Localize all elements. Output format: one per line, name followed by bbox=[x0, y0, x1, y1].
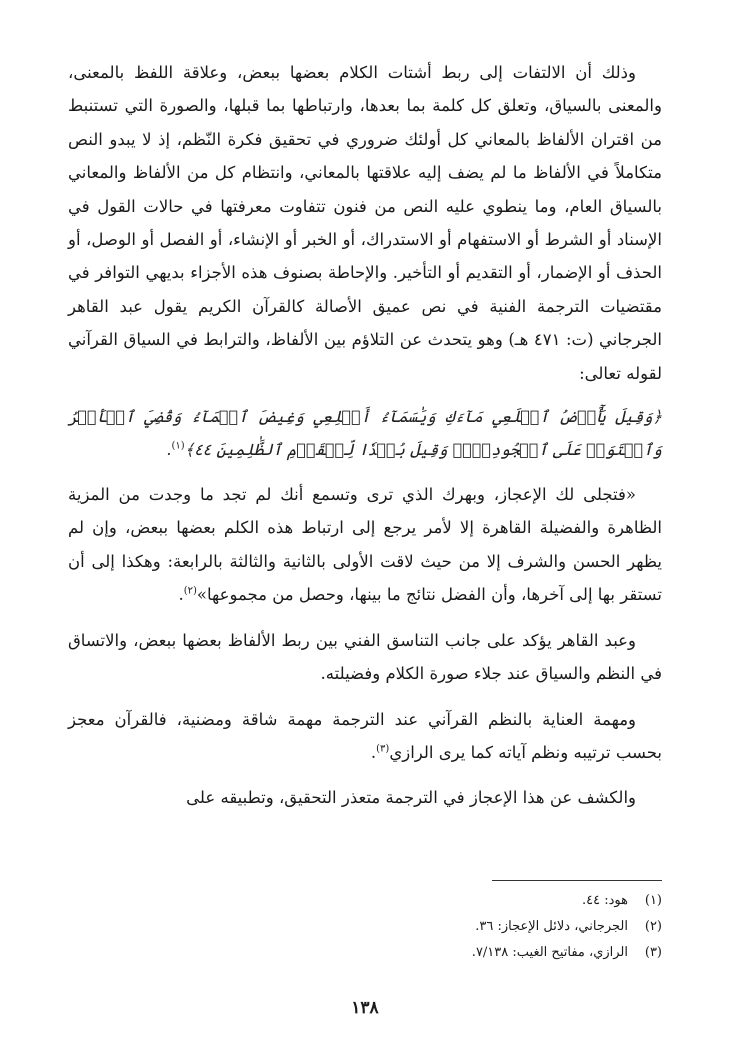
footnote-3 bbox=[68, 940, 662, 966]
paragraph-3: وعبد القاهر يؤكد على جانب التناسق الفني بين ربط الألفاظ بعضها ببعض، والاتساق في النظم والسياق عند جلاء صورة الكلام وفضيلته. bbox=[68, 630, 662, 684]
footnote-number: (٣) bbox=[644, 945, 662, 960]
page-number: ١٣٨ bbox=[351, 998, 379, 1018]
footnote-number: (٢) bbox=[644, 919, 662, 934]
footnote-number: (١) bbox=[644, 893, 662, 908]
footnote-ref-2: (٢) bbox=[183, 585, 197, 597]
paragraph-quote: «فتجلى لك الإعجاز، وبهرك الذي ترى وتسمع أنك لم تجد ما وجدت من المزية الظاهرة والفضيلة القاهرة إلا لأمر يرجع إلى ارتباط هذه الكلم بعضها ببعض، وإن لم يظهر الحسن والشرف إلا من حيث لاقت الأولى بالثانية والثالثة بالرابعة: وهكذا إلى أن تستقر بها إلى آخرها، وأن الفضل نتائج ما بينها، وحصل من مجموعها»$^{(٢)}$. bbox=[68, 485, 662, 605]
quote-text: «فتجلى لك الإعجاز، وبهرك الذي ترى وتسمع أنك لم تجد ما وجدت من المزية الظاهرة والفضيلة القاهرة إلا لأمر يرجع إلى ارتباط هذه الكلم بعضها ببعض، وإن لم يظهر الحسن والشرف إلا من حيث لاقت الأولى بالثانية والثالثة بالرابعة: وهكذا إلى أن تستقر بها إلى آخرها، وأن الفضل نتائج ما بينها، وحصل من مجموعها» bbox=[68, 485, 662, 605]
footnote-1 bbox=[68, 888, 662, 914]
quran-verse: ﴿وَقِيلَ يَٰٓأَرۡضُ ٱبۡلَعِي مَآءَكِ وَيَٰسَمَآءُ أَقۡلِعِي وَغِيضَ ٱلۡمَآءُ وَقُضِيَ ٱلۡأَمۡرُ وَٱسۡتَوَتۡ عَلَى ٱلۡجُودِيِّۖ وَقِيلَ بُعۡدٗا لِّلۡقَوۡمِ ٱلظَّٰلِمِينَ ٤٤﴾$^{(١)}$. bbox=[68, 407, 662, 460]
footnote-ref-3: (٣) bbox=[376, 743, 390, 755]
quran-verse-text: ﴿وَقِيلَ يَٰٓأَرۡضُ ٱبۡلَعِي مَآءَكِ وَيَٰسَمَآءُ أَقۡلِعِي وَغِيضَ ٱلۡمَآءُ وَقُضِيَ ٱلۡأَمۡرُ وَٱسۡتَوَتۡ عَلَى ٱلۡجُودِيِّۖ وَقِيلَ بُعۡدٗا لِّلۡقَوۡمِ ٱلظَّٰلِمِينَ ٤٤﴾ bbox=[68, 407, 662, 460]
footnote-text: الجرجاني، دلائل الإعجاز: ٣٦. bbox=[475, 919, 628, 934]
paragraph-1: وذلك أن الالتفات إلى ربط أشتات الكلام بعضها ببعض، وعلاقة اللفظ بالمعنى، والمعنى بالسياق، وتعلق كل كلمة بما بعدها، وارتباطها بما قبلها، والصورة التي تستنبط من اقتران الألفاظ بالمعاني كل أولئك ضروري في تحقيق فكرة النّظم، إذ لا يبدو النص متكاملاً في الألفاظ ما لم يضف إليه علاقتها بالمعاني، وانتظام كل من الألفاظ والمعاني بالسياق العام، وما ينطوي عليه النص من فنون تتفاوت معرفتها في حالات القول في الإسناد أو الشرط أو الاستفهام أو الاستدراك، أو الخبر أو الإنشاء، أو الفصل أو الوصل، أو الحذف أو الإضمار، أو التقديم أو التأخير. والإحاطة بصنوف هذه الأجزاء بديهي التوافر في مقتضيات الترجمة الفنية في نص عميق الأصالة كالقرآن الكريم يقول عبد القاهر الجرجاني (ت: ٤٧١ هـ) وهو يتحدث عن التلاؤم بين الألفاظ، والترابط في السياق القرآني لقوله تعالى: bbox=[68, 63, 662, 383]
footnotes bbox=[68, 888, 662, 966]
paragraph-4: ومهمة العناية بالنظم القرآني عند الترجمة مهمة شاقة ومضنية، فالقرآن معجز بحسب ترتيبه ونظم آياته كما يرى الرازي$^{(٣)}$. bbox=[68, 709, 662, 762]
footnote-ref-1: (١) bbox=[171, 440, 185, 452]
footnote-2 bbox=[68, 914, 662, 940]
footnote-divider bbox=[492, 880, 662, 881]
footnote-text: هود: ٤٤. bbox=[582, 893, 628, 908]
document-page bbox=[68, 56, 662, 1016]
footnote-text: الرازي، مفاتيح الغيب: ٧/١٣٨. bbox=[471, 945, 628, 960]
paragraph-5: والكشف عن هذا الإعجاز في الترجمة متعذر التحقيق، وتطبيقه على bbox=[186, 788, 636, 808]
paragraph-4-text: ومهمة العناية بالنظم القرآني عند الترجمة مهمة شاقة ومضنية، فالقرآن معجز بحسب ترتيبه ونظم آياته كما يرى الرازي bbox=[68, 709, 662, 762]
